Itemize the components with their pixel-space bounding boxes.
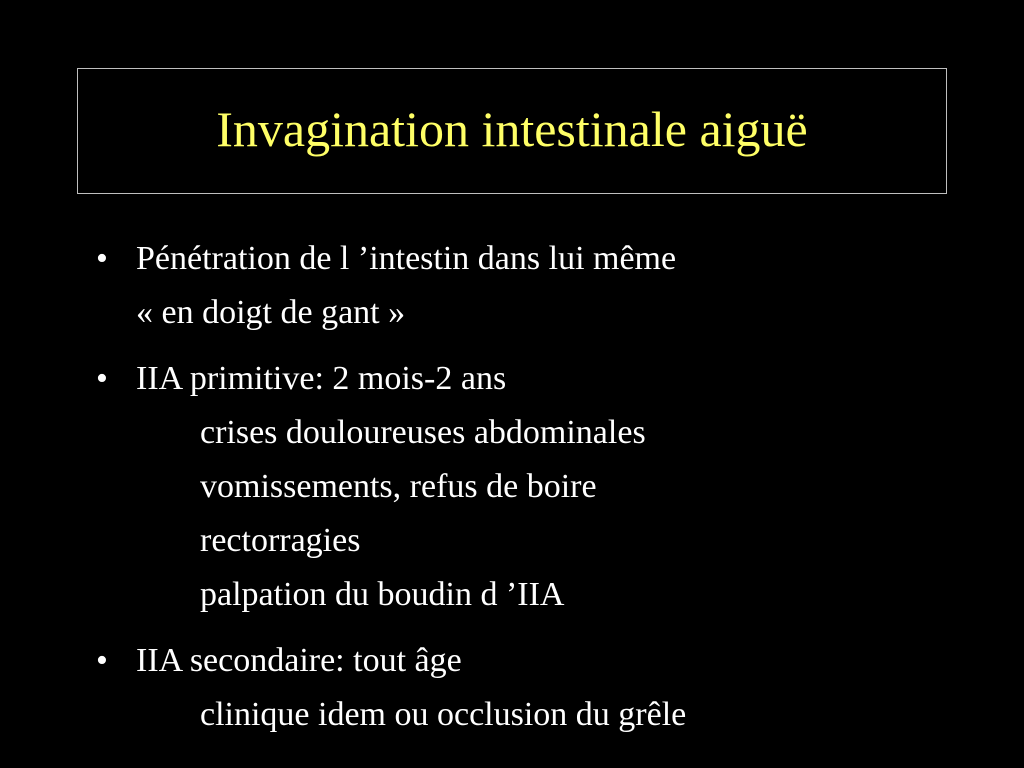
bullet-line: Pénétration de l ’intestin dans lui même — [136, 240, 677, 277]
bullet-dot-icon: • — [96, 360, 108, 397]
sub-line: rectorragies — [200, 522, 361, 559]
bullet-item-definition — [96, 232, 996, 340]
bullet-line: IIA secondaire: tout âge — [136, 642, 462, 679]
slide-title: Invagination intestinale aiguë — [216, 101, 808, 157]
sub-line: clinique idem ou occlusion du grêle — [200, 696, 687, 733]
bullet-dot-icon: • — [96, 642, 108, 679]
bullet-list — [96, 232, 996, 754]
bullet-item-primitive — [96, 352, 996, 622]
sub-line: crises douloureuses abdominales — [200, 414, 646, 451]
sub-line: palpation du boudin d ’IIA — [200, 576, 565, 613]
title-box — [77, 68, 947, 194]
bullet-item-secondary — [96, 634, 996, 742]
bullet-line: « en doigt de gant » — [136, 294, 406, 331]
bullet-line: IIA primitive: 2 mois-2 ans — [136, 360, 507, 397]
bullet-dot-icon: • — [96, 240, 108, 277]
sub-line: vomissements, refus de boire — [200, 468, 597, 505]
